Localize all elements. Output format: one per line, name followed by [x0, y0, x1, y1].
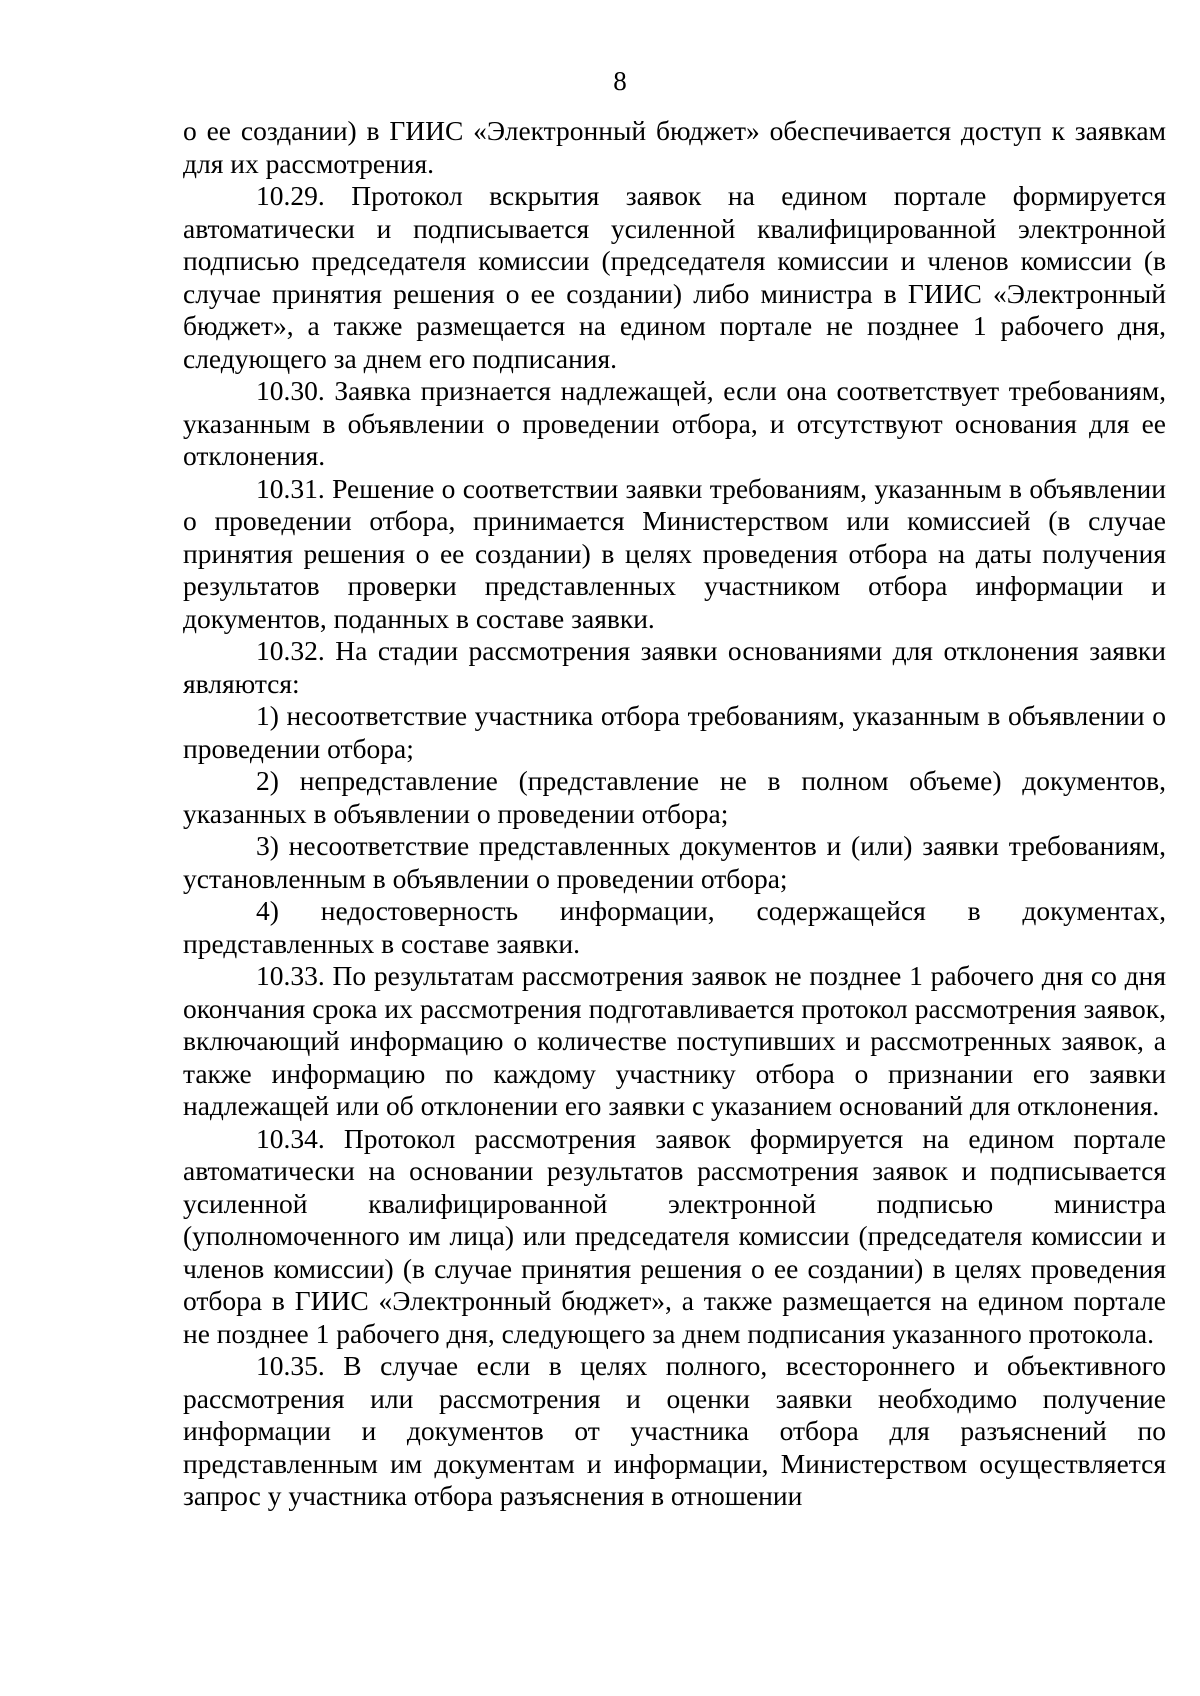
list-item-4: 4) недостоверность информации, содержащейся в документах, представленных в составе заявки. — [183, 895, 1166, 959]
paragraph-10-31: 10.31. Решение о соответствии заявки требованиям, указанным в объявлении о проведении отбора, принимается Министерством или комиссией (в случае принятия решения о ее создании) в целях проведения отбора на даты получения результатов проверки представленных участником отбора информации и документов, поданных в составе заявки. — [183, 472, 1166, 634]
paragraph-continuation: о ее создании) в ГИИС «Электронный бюджет» обеспечивается доступ к заявкам для их рассмотрения. — [183, 115, 1166, 179]
paragraph-10-35: 10.35. В случае если в целях полного, всестороннего и объективного рассмотрения или рассмотрения и оценки заявки необходимо получение информации и документов от участника отбора для разъяснений по представленным им документам и информации, Министерством осуществляется запрос у участника отбора разъяснения в отношении — [183, 1350, 1166, 1511]
paragraph-10-29: 10.29. Протокол вскрытия заявок на едином портале формируется автоматически и подписывается усиленной квалифицированной электронной подписью председателя комиссии (председателя комиссии и членов комиссии (в случае принятия решения о ее создании) либо министра в ГИИС «Электронный бюджет», а также размещается на едином портале не позднее 1 рабочего дня, следующего за днем его подписания. — [183, 180, 1166, 374]
list-item-3: 3) несоответствие представленных документов и (или) заявки требованиям, установленным в объявлении о проведении отбора; — [183, 830, 1166, 894]
paragraph-10-32: 10.32. На стадии рассмотрения заявки основаниями для отклонения заявки являются: — [183, 635, 1166, 699]
paragraph-10-34: 10.34. Протокол рассмотрения заявок формируется на едином портале автоматически на основании результатов рассмотрения заявок и подписывается усиленной квалифицированной электронной подписью министра (уполномоченного им лица) или председателя комиссии (председателя комиссии и членов комиссии) (в случае принятия решения о ее создании) в целях проведения отбора в ГИИС «Электронный бюджет», а также размещается на едином портале не позднее 1 рабочего дня, следующего за днем подписания указанного протокола. — [183, 1122, 1166, 1349]
list-item-2: 2) непредставление (представление не в полном объеме) документов, указанных в объявлении о проведении отбора; — [183, 765, 1166, 829]
paragraph-10-33: 10.33. По результатам рассмотрения заявок не позднее 1 рабочего дня со дня окончания срока их рассмотрения подготавливается протокол рассмотрения заявок, включающий информацию о количестве поступивших и рассмотренных заявок, а также информацию по каждому участнику отбора о признании его заявки надлежащей или об отклонении его заявки с указанием оснований для отклонения. — [183, 960, 1166, 1121]
list-item-1: 1) несоответствие участника отбора требованиям, указанным в объявлении о проведении отбора; — [183, 700, 1166, 764]
page-number: 8 — [613, 66, 627, 96]
document-body — [183, 115, 1166, 1513]
paragraph-10-30: 10.30. Заявка признается надлежащей, если она соответствует требованиям, указанным в объявлении о проведении отбора, и отсутствуют основания для ее отклонения. — [183, 375, 1166, 471]
